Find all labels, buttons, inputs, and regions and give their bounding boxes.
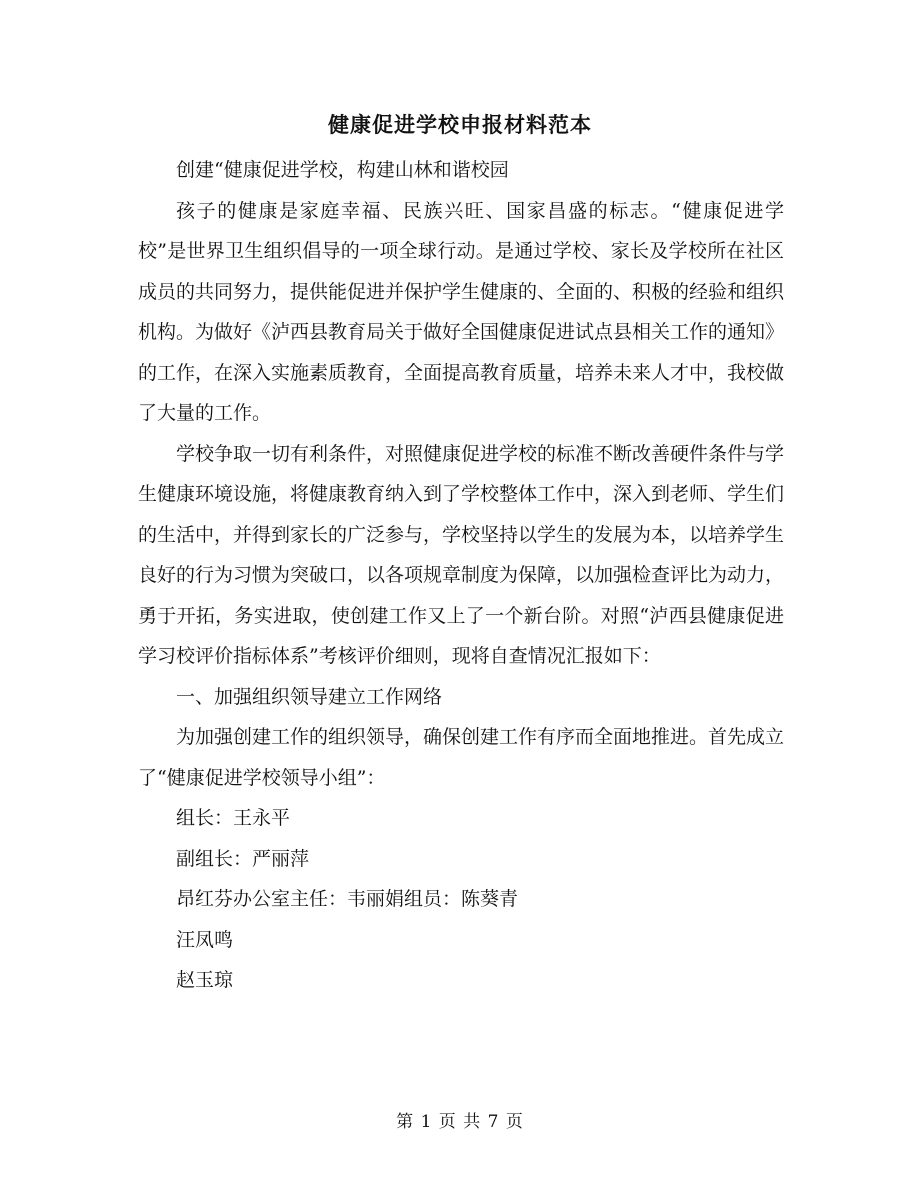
page-footer: 第 1 页 共 7 页 bbox=[396, 1112, 524, 1132]
paragraph: 创建“健康促进学校，构建山林和谐校园 bbox=[176, 159, 509, 181]
list-item: 赵玉琼 bbox=[176, 969, 234, 991]
list-item: 汪凤鸣 bbox=[176, 928, 234, 951]
document-body bbox=[138, 150, 784, 1001]
list-item: 昂红芬办公室主任：韦丽娟组员：陈葵青 bbox=[176, 888, 519, 910]
paragraph: 学校争取一切有利条件，对照健康促进学校的标准不断改善硬件条件与学生健康环境设施，将健康教育纳入到了学校整体工作中，深入到老师、学生们的生活中，并得到家长的广泛参与，学校坚持以学生的发展为本，以培养学生良好的行为习惯为突破口，以各项规章制度为保障，以加强检查评比为动力，勇于开拓，务实进取，使创建工作又上了一个新台阶。对照“泸西县健康促进学习校评价指标体系”考核评价细则，现将自查情况汇报如下： bbox=[138, 442, 785, 667]
list-item: 组长：王永平 bbox=[176, 807, 291, 829]
document-title: 健康促进学校申报材料范本 bbox=[328, 112, 592, 137]
list-item: 副组长：严丽萍 bbox=[176, 847, 310, 870]
section-heading: 一、加强组织领导建立工作网络 bbox=[176, 685, 443, 708]
paragraph: 孩子的健康是家庭幸福、民族兴旺、国家昌盛的标志。“健康促进学校”是世界卫生组织倡导的一项全球行动。是通过学校、家长及学校所在社区成员的共同努力，提供能促进并保护学生健康的、全面的、积极的经验和组织机构。为做好《泸西县教育局关于做好全国健康促进试点县相关工作的通知》的工作，在深入实施素质教育，全面提高教育质量，培养未来人才中，我校做了大量的工作。 bbox=[138, 199, 785, 424]
paragraph: 为加强创建工作的组织领导，确保创建工作有序而全面地推进。首先成立了“健康促进学校领导小组”： bbox=[138, 726, 785, 789]
